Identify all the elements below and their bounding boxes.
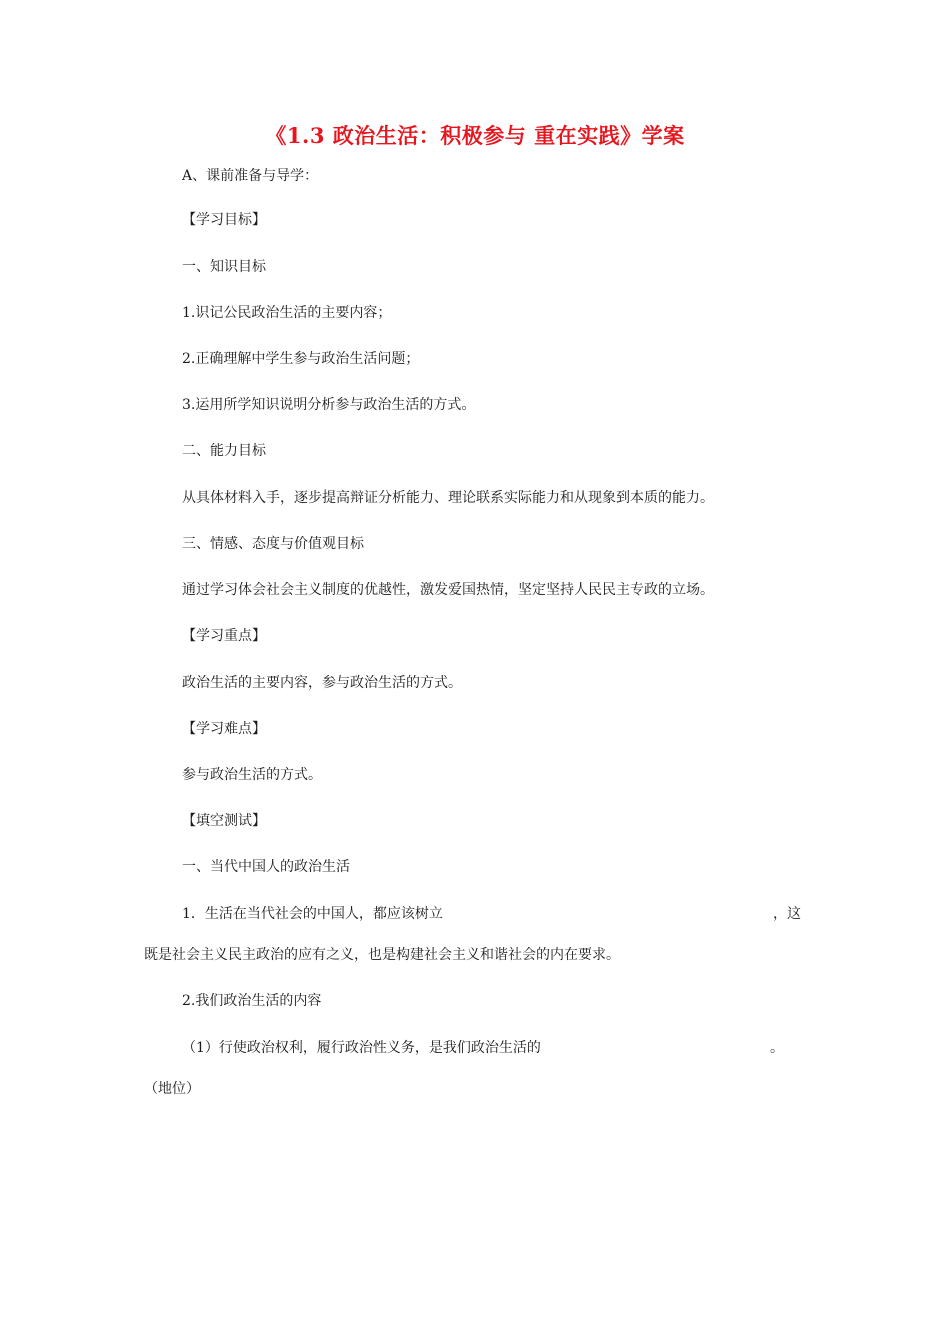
ability-objectives-text: 从具体材料入手，逐步提高辩证分析能力、理论联系实际能力和从现象到本质的能力。 xyxy=(182,490,714,506)
section-a-heading: A、课前准备与导学： xyxy=(182,168,319,184)
key-points-text: 政治生活的主要内容，参与政治生活的方式。 xyxy=(182,675,462,691)
question-1-continuation: 既是社会主义民主政治的应有之义，也是构建社会主义和谐社会的内在要求。 xyxy=(144,947,620,963)
objective-item-1: 1.识记公民政治生活的主要内容； xyxy=(182,305,392,321)
question-2-1-hint: （地位） xyxy=(144,1081,200,1097)
section-one-heading: 一、当代中国人的政治生活 xyxy=(182,859,350,875)
question-2-heading: 2.我们政治生活的内容 xyxy=(182,993,322,1009)
question-2-1-end: 。 xyxy=(770,1040,784,1056)
question-2-1-start: （1）行使政治权利，履行政治性义务，是我们政治生活的 xyxy=(182,1040,541,1056)
fill-blank-test-heading: 【填空测试】 xyxy=(182,813,266,829)
objective-item-2: 2.正确理解中学生参与政治生活问题； xyxy=(182,351,420,367)
document-title: 《1.3 政治生活：积极参与 重在实践》学案 xyxy=(265,123,685,148)
question-1-end: ，这 xyxy=(773,906,801,922)
values-objectives-text: 通过学习体会社会主义制度的优越性，激发爱国热情，坚定坚持人民民主专政的立场。 xyxy=(182,582,714,598)
objective-item-3: 3.运用所学知识说明分析参与政治生活的方式。 xyxy=(182,397,476,413)
question-1-start: 1．生活在当代社会的中国人，都应该树立 xyxy=(182,906,443,922)
learning-objectives-heading: 【学习目标】 xyxy=(182,212,266,228)
key-points-heading: 【学习重点】 xyxy=(182,628,266,644)
difficult-points-heading: 【学习难点】 xyxy=(182,721,266,737)
ability-objectives-heading: 二、能力目标 xyxy=(182,443,266,459)
knowledge-objectives-heading: 一、知识目标 xyxy=(182,259,266,275)
values-objectives-heading: 三、情感、态度与价值观目标 xyxy=(182,536,364,552)
difficult-points-text: 参与政治生活的方式。 xyxy=(182,767,322,783)
